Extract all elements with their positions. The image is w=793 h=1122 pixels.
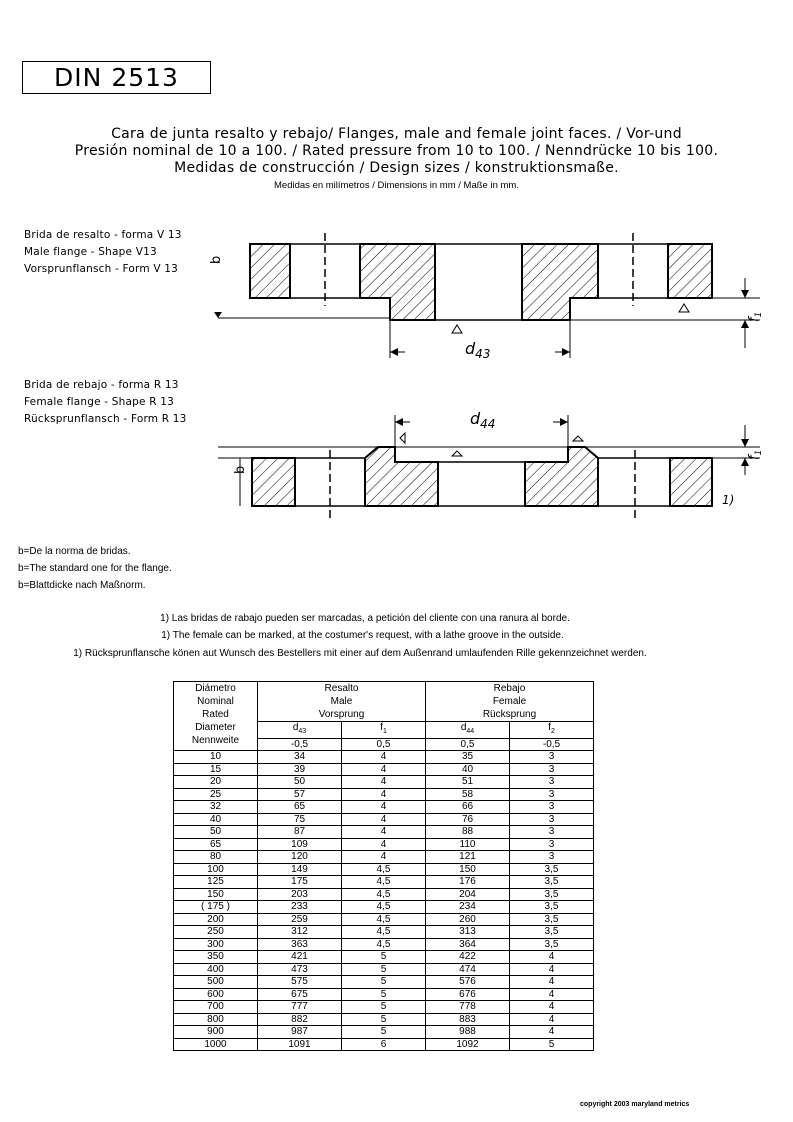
d43-value: 120 xyxy=(258,851,342,864)
sub-header-d43-base: d xyxy=(292,722,299,733)
d44-value: 58 xyxy=(426,788,510,801)
f1-value: 5 xyxy=(342,1026,426,1039)
d43-value: 233 xyxy=(258,901,342,914)
f1-value: 4,5 xyxy=(342,901,426,914)
d43-value: 109 xyxy=(258,838,342,851)
footnote-es: 1) Las bridas de rabajo pueden ser marcadas, a petición del cliente con una ranura al borde. xyxy=(160,613,570,624)
nominal-diameter: 80 xyxy=(174,851,258,864)
f1-value: 4 xyxy=(342,801,426,814)
col0-header-en: Rated xyxy=(202,709,229,720)
document-id: DIN 2513 xyxy=(54,63,179,92)
table-row xyxy=(174,976,594,989)
svg-text:d43 xyxy=(465,339,490,361)
d44-value: 51 xyxy=(426,776,510,789)
table-row xyxy=(174,926,594,939)
nominal-diameter: 800 xyxy=(174,1013,258,1026)
f2-value: 3,5 xyxy=(510,926,594,939)
b-note-en: b=The standard one for the flange. xyxy=(18,563,172,574)
male-d-label: d xyxy=(465,339,476,358)
table-row xyxy=(174,776,594,789)
f1-value: 4,5 xyxy=(342,863,426,876)
nominal-diameter: 10 xyxy=(174,751,258,764)
f2-value: 3,5 xyxy=(510,938,594,951)
f1-value: 4,5 xyxy=(342,938,426,951)
d44-value: 121 xyxy=(426,851,510,864)
sub-header-d44-base: d xyxy=(460,722,467,733)
nominal-diameter: 125 xyxy=(174,876,258,889)
nominal-diameter: 20 xyxy=(174,776,258,789)
nominal-diameter: 900 xyxy=(174,1026,258,1039)
f2-value: 4 xyxy=(510,1013,594,1026)
d44-value: 676 xyxy=(426,988,510,1001)
female-f-sub: 1 xyxy=(754,449,764,456)
f2-value: 4 xyxy=(510,976,594,989)
female-d-label: d xyxy=(470,409,481,428)
tolerance-d44: 0,5 xyxy=(426,738,510,751)
table-row xyxy=(174,1038,594,1051)
b-note-es: b=De la norma de bridas. xyxy=(18,546,131,557)
d44-value: 883 xyxy=(426,1013,510,1026)
tolerance-f1: 0,5 xyxy=(342,738,426,751)
f1-value: 4 xyxy=(342,813,426,826)
nominal-diameter: 25 xyxy=(174,788,258,801)
f1-value: 4,5 xyxy=(342,926,426,939)
female-label-de: Rücksprunflansch - Form R 13 xyxy=(24,413,187,425)
female-label-en: Female flange - Shape R 13 xyxy=(24,396,175,408)
f1-value: 4 xyxy=(342,751,426,764)
nominal-diameter: 250 xyxy=(174,926,258,939)
nominal-diameter: 150 xyxy=(174,888,258,901)
female-b-label: b xyxy=(233,465,248,474)
d43-value: 203 xyxy=(258,888,342,901)
d44-value: 150 xyxy=(426,863,510,876)
footnote-en: 1) The female can be marked, at the costumer's request, with a lathe groove in the outside. xyxy=(161,630,564,641)
sub-header-d43-sub: 43 xyxy=(298,728,307,735)
title-line-1: Cara de junta resalto y rebajo/ Flanges, male and female joint faces. / Vor-und xyxy=(111,126,682,142)
d44-value: 234 xyxy=(426,901,510,914)
d43-value: 34 xyxy=(258,751,342,764)
male-f-sub: 1 xyxy=(754,311,764,318)
d43-value: 987 xyxy=(258,1026,342,1039)
sub-header-d43 xyxy=(258,722,342,739)
f2-value: 3 xyxy=(510,851,594,864)
f1-value: 4 xyxy=(342,776,426,789)
d44-value: 988 xyxy=(426,1026,510,1039)
f1-value: 5 xyxy=(342,1001,426,1014)
male-header-es: Resalto xyxy=(324,683,359,694)
svg-text:f1 xyxy=(747,312,764,322)
male-header-en: Male xyxy=(330,696,353,707)
tolerance-f2: -0,5 xyxy=(510,738,594,751)
d43-value: 149 xyxy=(258,863,342,876)
f1-value: 4,5 xyxy=(342,876,426,889)
f1-value: 5 xyxy=(342,951,426,964)
document-id-box xyxy=(22,61,211,94)
f2-value: 3 xyxy=(510,776,594,789)
sub-header-f1-sub: 1 xyxy=(382,728,387,735)
f1-value: 4 xyxy=(342,763,426,776)
sub-header-f1-base: f xyxy=(380,722,383,733)
f1-value: 5 xyxy=(342,963,426,976)
sub-header-f2 xyxy=(510,722,594,739)
f2-value: 3,5 xyxy=(510,876,594,889)
f2-value: 4 xyxy=(510,988,594,1001)
d44-value: 576 xyxy=(426,976,510,989)
col0-header-en2: Diameter xyxy=(195,722,236,733)
table-row xyxy=(174,988,594,1001)
table-row xyxy=(174,938,594,951)
d44-value: 110 xyxy=(426,838,510,851)
f1-value: 4 xyxy=(342,851,426,864)
d44-value: 778 xyxy=(426,1001,510,1014)
table-row xyxy=(174,876,594,889)
f2-value: 3 xyxy=(510,788,594,801)
male-d-sub: 43 xyxy=(475,347,491,361)
nominal-diameter: 50 xyxy=(174,826,258,839)
f2-value: 4 xyxy=(510,1026,594,1039)
male-f-label: f xyxy=(747,317,762,322)
d43-value: 312 xyxy=(258,926,342,939)
d43-value: 575 xyxy=(258,976,342,989)
nominal-diameter: 1000 xyxy=(174,1038,258,1051)
d43-value: 50 xyxy=(258,776,342,789)
male-label-es: Brida de resalto - forma V 13 xyxy=(24,229,182,241)
title-line-3: Medidas de construcción / Design sizes / konstruktionsmaße. xyxy=(174,160,619,176)
footnote-de: 1) Rücksprunflansche könen aut Wunsch des Bestellers mit einer auf dem Außenrand umlaufenden Rille gekennzeichnet werden. xyxy=(73,648,647,659)
female-header-es: Rebajo xyxy=(493,683,526,694)
copyright: copyright 2003 maryland metrics xyxy=(580,1101,690,1108)
d44-value: 364 xyxy=(426,938,510,951)
female-f-label: f xyxy=(747,455,762,460)
nominal-diameter: 700 xyxy=(174,1001,258,1014)
d43-value: 363 xyxy=(258,938,342,951)
f1-value: 5 xyxy=(342,988,426,1001)
b-note-de: b=Blattdicke nach Maßnorm. xyxy=(18,580,146,591)
d43-value: 87 xyxy=(258,826,342,839)
table-row xyxy=(174,788,594,801)
d43-value: 75 xyxy=(258,813,342,826)
d43-value: 57 xyxy=(258,788,342,801)
table-row xyxy=(174,751,594,764)
f2-value: 3,5 xyxy=(510,863,594,876)
d44-value: 474 xyxy=(426,963,510,976)
table-row xyxy=(174,813,594,826)
sub-header-f1 xyxy=(342,722,426,739)
dimensions-table xyxy=(173,681,594,1051)
nominal-diameter: 65 xyxy=(174,838,258,851)
f2-value: 5 xyxy=(510,1038,594,1051)
male-label-en: Male flange - Shape V13 xyxy=(24,246,157,258)
male-group-header xyxy=(258,682,426,722)
f1-value: 5 xyxy=(342,976,426,989)
d44-value: 1092 xyxy=(426,1038,510,1051)
d43-value: 882 xyxy=(258,1013,342,1026)
f2-value: 3 xyxy=(510,838,594,851)
d43-value: 675 xyxy=(258,988,342,1001)
nominal-diameter: 40 xyxy=(174,813,258,826)
nominal-diameter: 500 xyxy=(174,976,258,989)
f2-value: 3 xyxy=(510,763,594,776)
nominal-diameter: 32 xyxy=(174,801,258,814)
nominal-diameter: 15 xyxy=(174,763,258,776)
nominal-diameter: ( 175 ) xyxy=(174,901,258,914)
table-row xyxy=(174,913,594,926)
svg-text:d44 xyxy=(470,409,495,431)
d43-value: 259 xyxy=(258,913,342,926)
table-row xyxy=(174,763,594,776)
d44-value: 422 xyxy=(426,951,510,964)
d44-value: 313 xyxy=(426,926,510,939)
female-group-header xyxy=(426,682,594,722)
male-label-de: Vorsprunflansch - Form V 13 xyxy=(24,263,179,275)
table-row xyxy=(174,951,594,964)
d43-value: 65 xyxy=(258,801,342,814)
table-row xyxy=(174,963,594,976)
table-row xyxy=(174,838,594,851)
d44-value: 260 xyxy=(426,913,510,926)
d44-value: 204 xyxy=(426,888,510,901)
f1-value: 6 xyxy=(342,1038,426,1051)
groove-note-mark: 1) xyxy=(722,493,735,507)
col0-header-es2: Nominal xyxy=(197,696,234,707)
d43-value: 421 xyxy=(258,951,342,964)
f1-value: 4 xyxy=(342,826,426,839)
d44-value: 88 xyxy=(426,826,510,839)
nominal-diameter: 300 xyxy=(174,938,258,951)
d43-value: 473 xyxy=(258,963,342,976)
f2-value: 3 xyxy=(510,751,594,764)
nominal-diameter: 350 xyxy=(174,951,258,964)
subtitle: Medidas en milímetros / Dimensions in mm / Maße in mm. xyxy=(274,180,519,191)
d44-value: 176 xyxy=(426,876,510,889)
nominal-diameter-header xyxy=(174,682,258,751)
f2-value: 3 xyxy=(510,801,594,814)
svg-text:f1 xyxy=(747,450,764,460)
table-row xyxy=(174,851,594,864)
nominal-diameter: 400 xyxy=(174,963,258,976)
female-header-en: Female xyxy=(492,696,527,707)
f1-value: 4 xyxy=(342,788,426,801)
table-row xyxy=(174,801,594,814)
sub-header-f2-base: f xyxy=(548,722,551,733)
d43-value: 39 xyxy=(258,763,342,776)
sub-header-d44 xyxy=(426,722,510,739)
table-row xyxy=(174,863,594,876)
f2-value: 4 xyxy=(510,963,594,976)
f2-value: 4 xyxy=(510,951,594,964)
sub-header-d44-sub: 44 xyxy=(466,728,475,735)
d43-value: 777 xyxy=(258,1001,342,1014)
tolerance-d43: -0,5 xyxy=(258,738,342,751)
title-line-2: Presión nominal de 10 a 100. / Rated pressure from 10 to 100. / Nenndrücke 10 bis 100. xyxy=(74,143,719,159)
d44-value: 40 xyxy=(426,763,510,776)
f2-value: 3 xyxy=(510,826,594,839)
f1-value: 4 xyxy=(342,838,426,851)
f2-value: 4 xyxy=(510,1001,594,1014)
col0-header-es: Diámetro xyxy=(195,683,236,694)
d43-value: 175 xyxy=(258,876,342,889)
f2-value: 3,5 xyxy=(510,888,594,901)
female-flange-diagram xyxy=(200,400,780,522)
table-row xyxy=(174,826,594,839)
table-row xyxy=(174,888,594,901)
sub-header-f2-sub: 2 xyxy=(550,728,555,735)
d43-value: 1091 xyxy=(258,1038,342,1051)
d44-value: 35 xyxy=(426,751,510,764)
female-header-de: Rücksprung xyxy=(482,709,537,720)
nominal-diameter: 200 xyxy=(174,913,258,926)
d44-value: 76 xyxy=(426,813,510,826)
nominal-diameter: 600 xyxy=(174,988,258,1001)
table-row xyxy=(174,1026,594,1039)
male-header-de: Vorsprung xyxy=(318,709,365,720)
female-d-sub: 44 xyxy=(480,417,496,431)
d44-value: 66 xyxy=(426,801,510,814)
f1-value: 4,5 xyxy=(342,913,426,926)
female-label-es: Brida de rebajo - forma R 13 xyxy=(24,379,179,391)
f2-value: 3 xyxy=(510,813,594,826)
male-flange-diagram xyxy=(200,228,780,373)
nominal-diameter: 100 xyxy=(174,863,258,876)
col0-header-de: Nennweite xyxy=(191,735,240,746)
table-row xyxy=(174,1001,594,1014)
male-b-label: b xyxy=(209,255,224,264)
f1-value: 5 xyxy=(342,1013,426,1026)
f1-value: 4,5 xyxy=(342,888,426,901)
f2-value: 3,5 xyxy=(510,901,594,914)
f2-value: 3,5 xyxy=(510,913,594,926)
table-row xyxy=(174,1013,594,1026)
table-row xyxy=(174,901,594,914)
